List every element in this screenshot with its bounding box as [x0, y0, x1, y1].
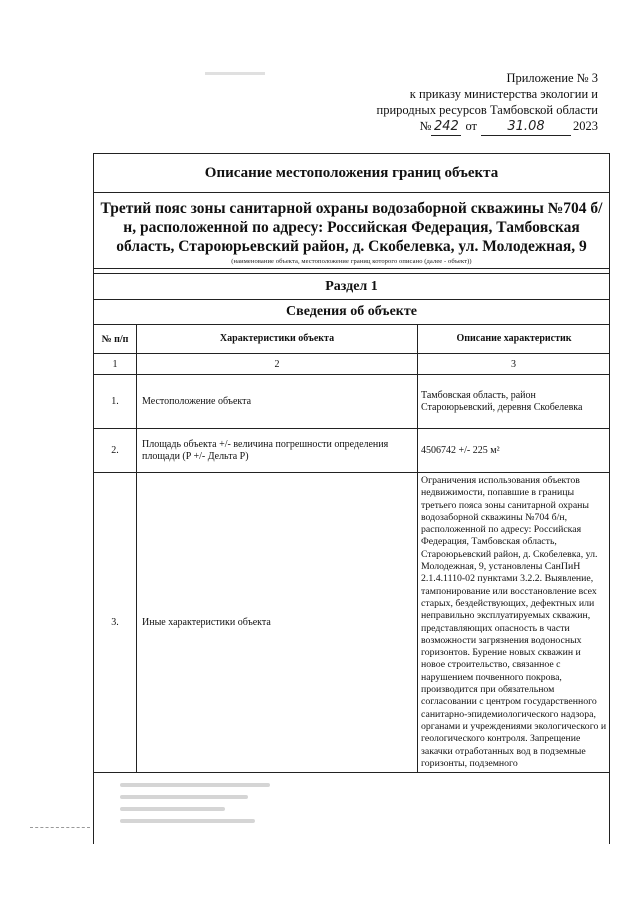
- subsection-title: Сведения об объекте: [94, 300, 609, 325]
- faded-stamp-text: [120, 775, 270, 837]
- column-number: 3: [418, 354, 610, 375]
- appendix-order-line: к приказу министерства экологии и: [409, 87, 598, 101]
- appendix-ministry-line: природных ресурсов Тамбовской области: [376, 103, 598, 117]
- appendix-number-date: [300, 118, 598, 136]
- appendix-title: Приложение № 3: [506, 71, 598, 85]
- row-description: 4506742 +/- 225 м²: [418, 429, 610, 473]
- scan-smudge: [205, 72, 265, 75]
- from-label: от: [465, 119, 477, 133]
- row-description: Тамбовская область, район Староюрьевский, деревня Скобелевка: [418, 375, 610, 429]
- section-title: Раздел 1: [94, 273, 609, 300]
- handwritten-number: 242: [431, 119, 461, 136]
- object-name-caption: (наименование объекта, местоположение границ которого описано (далее - объект)): [94, 258, 609, 269]
- row-number: 2.: [94, 429, 137, 473]
- row-number: 3.: [94, 473, 137, 773]
- row-characteristic: Площадь объекта +/- величина погрешности определения площади (P +/- Дельта P): [137, 429, 418, 473]
- margin-rule: [30, 827, 90, 828]
- object-info-table: [94, 325, 609, 773]
- boundary-description-form: [93, 153, 610, 844]
- header-characteristic: Характеристики объекта: [137, 325, 418, 354]
- table-row: [94, 375, 609, 429]
- row-number: 1.: [94, 375, 137, 429]
- appendix-header: [300, 70, 598, 136]
- year: 2023: [573, 119, 598, 133]
- row-characteristic: Иные характеристики объекта: [137, 473, 418, 773]
- object-name: Третий пояс зоны санитарной охраны водозаборной скважины №704 б/н, расположенной по адресу: Российская Федерация, Тамбовская область, Староюрьевский район, д. Скобелевка, ул. Молодежная, 9: [100, 200, 603, 255]
- handwritten-date: 31.08: [481, 119, 571, 136]
- header-description: Описание характеристик: [418, 325, 610, 354]
- column-number: 1: [94, 354, 137, 375]
- row-characteristic: Местоположение объекта: [137, 375, 418, 429]
- row-description: Ограничения использования объектов недвижимости, попавшие в границы третьего пояса зоны санитарной охраны водозаборной скважины №704 б/н, расположенной по адресу: Российская Федерация, Тамбовская область, Староюрьевский район, д. Скобелевка, ул. Молодежная, 9, установлены СанПиН 2.1.4.1110-02 пунктами 3.2.2. Выявление, тампонирование или восстановление всех старых, бездействующих, дефектных или неправильно эксплуатируемых скважин, представляющих опасность в части возможности загрязнения водоносных горизонтов. Бурение новых скважин и новое строительство, связанное с нарушением почвенного покрова, производится при обязательном согласовании с центром государственного санитарно-эпидемиологического надзора, органами и учреждениями экологического и геологического контроля. Запрещение закачки отработанных вод в подземные горизонты, подземного: [418, 473, 610, 773]
- table-row: [94, 473, 609, 773]
- header-num: № п/п: [94, 325, 137, 354]
- column-number-row: [94, 354, 609, 375]
- form-title: Описание местоположения границ объекта: [94, 154, 609, 193]
- table-row: [94, 429, 609, 473]
- number-label: №: [419, 119, 432, 133]
- column-number: 2: [137, 354, 418, 375]
- table-header-row: [94, 325, 609, 354]
